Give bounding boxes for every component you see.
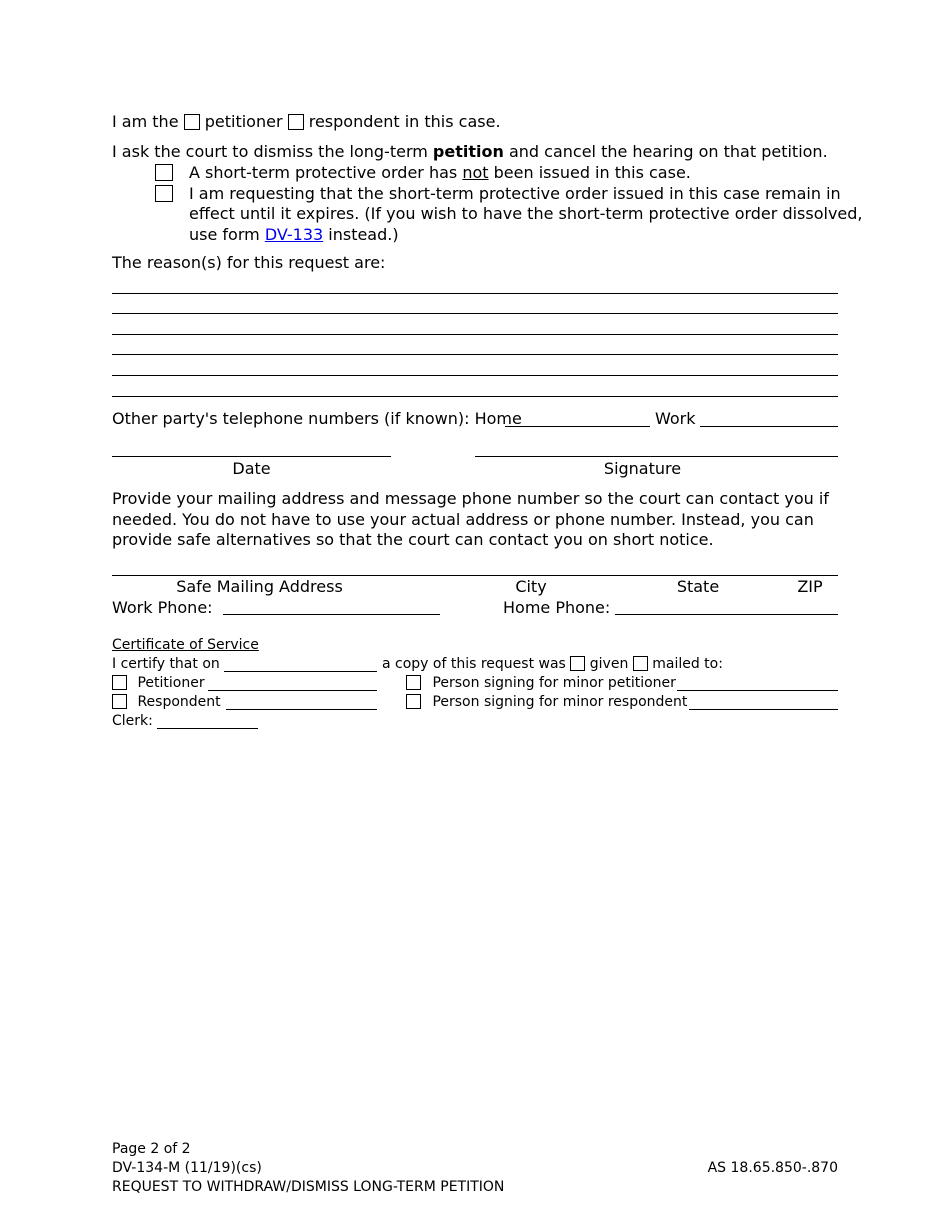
signature-label: Signature — [603, 459, 682, 478]
home-phone-label: Home Phone: — [503, 598, 611, 617]
certify-copy-line — [382, 655, 723, 674]
cert-respondent-checkbox[interactable] — [112, 694, 127, 709]
footer-form-title: REQUEST TO WITHDRAW/DISMISS LONG-TERM PETITION — [112, 1179, 505, 1195]
address-field[interactable] — [112, 575, 838, 576]
footer-page: Page 2 of 2 — [112, 1141, 191, 1157]
work-phone-input[interactable] — [223, 614, 440, 615]
date-label: Date — [232, 459, 271, 478]
mailed-checkbox[interactable] — [633, 656, 648, 671]
certify-date-field[interactable] — [224, 671, 377, 672]
option2-text: use form — [189, 225, 260, 244]
clerk-label: Clerk: — [112, 713, 153, 729]
mailing-address-label: Safe Mailing Address — [176, 577, 343, 596]
home-phone-input[interactable] — [615, 614, 838, 615]
footer-form-id: DV-134-M (11/19)(cs) — [112, 1160, 262, 1176]
footer-statute: AS 18.65.850-.870 — [707, 1160, 838, 1176]
request-bold: petition — [432, 142, 504, 161]
city-label: City — [515, 577, 547, 596]
zip-label: ZIP — [797, 577, 823, 596]
reasons-label: The reason(s) for this request are: — [112, 253, 386, 272]
party-prefix: I am the — [112, 112, 179, 131]
reason-line[interactable] — [112, 354, 838, 355]
reason-line[interactable] — [112, 375, 838, 376]
cert-minor-petitioner-label: Person signing for minor petitioner — [432, 675, 676, 691]
cert-respondent-label: Respondent — [137, 694, 221, 710]
contact-line2: needed. You do not have to use your actual address or phone number. Instead, you can — [112, 510, 814, 529]
cert-minor-respondent-label: Person signing for minor respondent — [432, 694, 688, 710]
state-label: State — [676, 577, 720, 596]
petitioner-label: petitioner — [204, 112, 283, 131]
party-line — [112, 112, 501, 132]
option-keep-line1: I am requesting that the short-term protective order issued in this case remain in — [189, 184, 841, 203]
no-short-term-order-checkbox[interactable] — [155, 164, 173, 181]
date-field[interactable] — [112, 456, 391, 457]
respondent-checkbox[interactable] — [288, 114, 304, 130]
cert-petitioner-checkbox[interactable] — [112, 675, 127, 690]
cert-minor-petitioner-checkbox[interactable] — [406, 675, 421, 690]
option2-text-after: instead.) — [328, 225, 399, 244]
respondent-label: respondent in this case. — [308, 112, 501, 131]
request-text: I ask the court to dismiss the long-term — [112, 142, 428, 161]
reason-line[interactable] — [112, 293, 838, 294]
option1-text: A short-term protective order has — [189, 163, 458, 182]
option1-text-after: been issued in this case. — [493, 163, 691, 182]
copy-text: a copy of this request was — [382, 656, 566, 672]
home-phone-field[interactable] — [505, 426, 650, 427]
certificate-title: Certificate of Service — [112, 637, 259, 653]
contact-line1: Provide your mailing address and message phone number so the court can contact you if — [112, 489, 829, 508]
option1-underlined: not — [462, 163, 489, 182]
phones-label: Other party's telephone numbers (if known): Home — [112, 409, 522, 428]
cert-petitioner-label: Petitioner — [137, 675, 205, 691]
clerk-field[interactable] — [157, 728, 258, 729]
given-label: given — [589, 656, 629, 672]
work-label: Work — [655, 409, 696, 428]
cert-minor-respondent-field[interactable] — [689, 709, 838, 710]
cert-minor-petitioner-row — [406, 674, 676, 693]
certify-label: I certify that on — [112, 656, 220, 672]
reason-line[interactable] — [112, 334, 838, 335]
cert-minor-respondent-row — [406, 693, 687, 712]
work-phone-field[interactable] — [700, 426, 838, 427]
cert-petitioner-row — [112, 674, 205, 693]
cert-respondent-field[interactable] — [226, 709, 377, 710]
option-no-short-term — [189, 163, 691, 183]
dv-133-link[interactable]: DV-133 — [264, 225, 324, 244]
reason-line[interactable] — [112, 313, 838, 314]
given-checkbox[interactable] — [570, 656, 585, 671]
cert-petitioner-field[interactable] — [208, 690, 377, 691]
request-text-after: and cancel the hearing on that petition. — [508, 142, 828, 161]
option-keep-line2: effect until it expires. (If you wish to have the short-term protective order dissolved, — [189, 204, 863, 223]
cert-minor-petitioner-field[interactable] — [677, 690, 838, 691]
option-keep-line3 — [189, 225, 399, 245]
cert-respondent-row — [112, 693, 221, 712]
request-line — [112, 142, 828, 162]
petitioner-checkbox[interactable] — [184, 114, 200, 130]
reason-line[interactable] — [112, 396, 838, 397]
keep-short-term-order-checkbox[interactable] — [155, 185, 173, 202]
mailed-label: mailed to: — [652, 656, 723, 672]
signature-field[interactable] — [475, 456, 838, 457]
cert-minor-respondent-checkbox[interactable] — [406, 694, 421, 709]
contact-line3: provide safe alternatives so that the court can contact you on short notice. — [112, 530, 714, 549]
work-phone-label: Work Phone: — [112, 598, 213, 617]
